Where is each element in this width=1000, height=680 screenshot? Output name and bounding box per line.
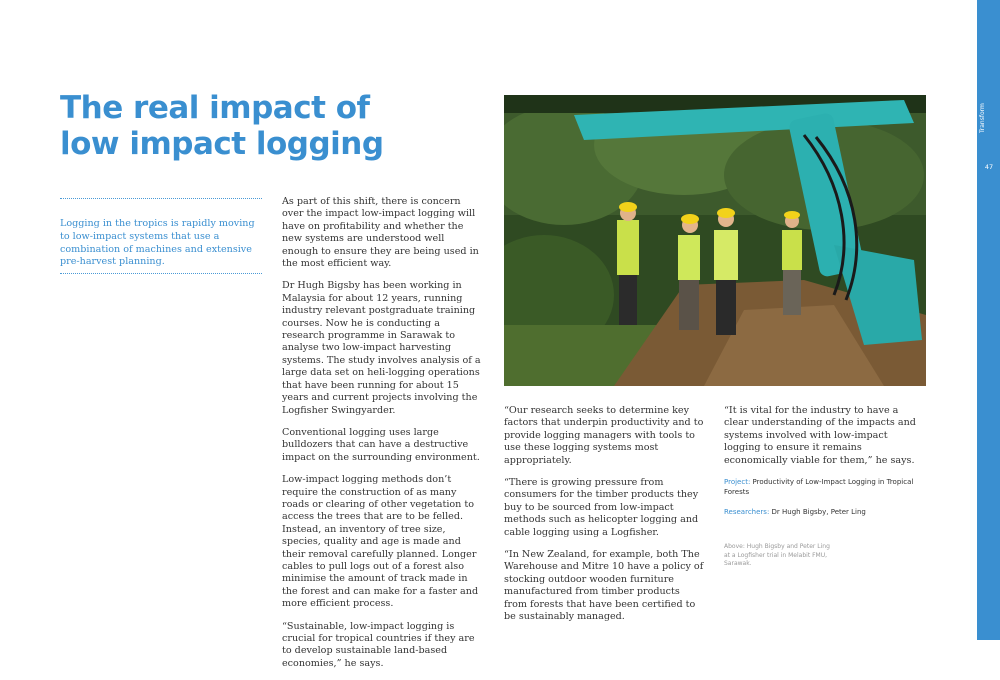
- researchers-info: [724, 507, 924, 517]
- researchers-value: Dr Hugh Bigsby, Peter Ling: [771, 508, 866, 517]
- page-number: 47: [984, 163, 994, 171]
- closing-quote: “It is vital for the industry to have a clear understanding of the impacts and systems involved with low-impact logging to ensure it remains economically viable for them,” he says.: [724, 405, 916, 466]
- intro-bottom-divider: [60, 273, 262, 274]
- paragraph: “Our research seeks to determine key factors that underpin productivity and to provide logging managers with tools to use these logging systems most appropriately.: [504, 405, 704, 466]
- intro-top-divider: [60, 198, 262, 199]
- body-column-2: [504, 405, 704, 634]
- paragraph: “Sustainable, low-impact logging is crucial for tropical countries if they are to develop sustainable land-based economies,” he says.: [282, 620, 475, 669]
- paragraph: “There is growing pressure from consumers for the timber products they buy to be sourced from low-impact methods such as helicopter logging and cable logging using a Logfisher.: [504, 477, 699, 538]
- title-line-2: low impact logging: [60, 126, 384, 162]
- paragraph: As part of this shift, there is concern over the impact low-impact logging will have on profitability and whether the new systems are understood well enough to ensure they are being used in the most efficient way.: [282, 196, 479, 270]
- section-label: Transform: [979, 103, 986, 133]
- title-line-1: The real impact of: [60, 90, 370, 126]
- logging-site-photo: [504, 95, 926, 386]
- photo-illustration: [504, 95, 926, 386]
- intro-standfirst: Logging in the tropics is rapidly moving to low-impact systems that use a combination of machines and extensive pre-harvest planning.: [60, 218, 255, 268]
- project-value: Productivity of Low-Impact Logging in Tropical Forests: [724, 478, 914, 497]
- body-column-1: [282, 196, 482, 680]
- project-info: [724, 477, 924, 497]
- body-column-3: [724, 405, 924, 569]
- paragraph: “In New Zealand, for example, both The Warehouse and Mitre 10 have a policy of stocking outdoor wooden furniture manufactured from timber products from forests that have been certified to be sustainably managed.: [504, 549, 704, 623]
- project-label: Project:: [724, 478, 751, 487]
- paragraph: Dr Hugh Bigsby has been working in Malaysia for about 12 years, running industry relevant postgraduate training courses. Now he is conducting a research programme in Sarawak to analyse two low-impact harvesting systems. The study involves analysis of a large data set on heli-logging operations that have been running for about 15 years and current projects involving the Logfisher Swingyarder.: [282, 280, 481, 416]
- researchers-label: Researchers:: [724, 508, 770, 517]
- paragraph: Low-impact logging methods don’t require the construction of as many roads or clearing of other vegetation to access the trees that are to be felled. Instead, an inventory of tree size, species, quality and age is made and their removal carefully planned. Longer cables to pull logs out of a forest also minimise the amount of track made in the forest and can make for a faster and more efficient process.: [282, 474, 479, 610]
- photo-caption: Above: Hugh Bigsby and Peter Ling at a Logfisher trial in Melabit FMU, Sarawak.: [724, 543, 830, 568]
- paragraph: Conventional logging uses large bulldozers that can have a destructive impact on the surrounding environment.: [282, 426, 480, 463]
- page-title: [60, 90, 384, 162]
